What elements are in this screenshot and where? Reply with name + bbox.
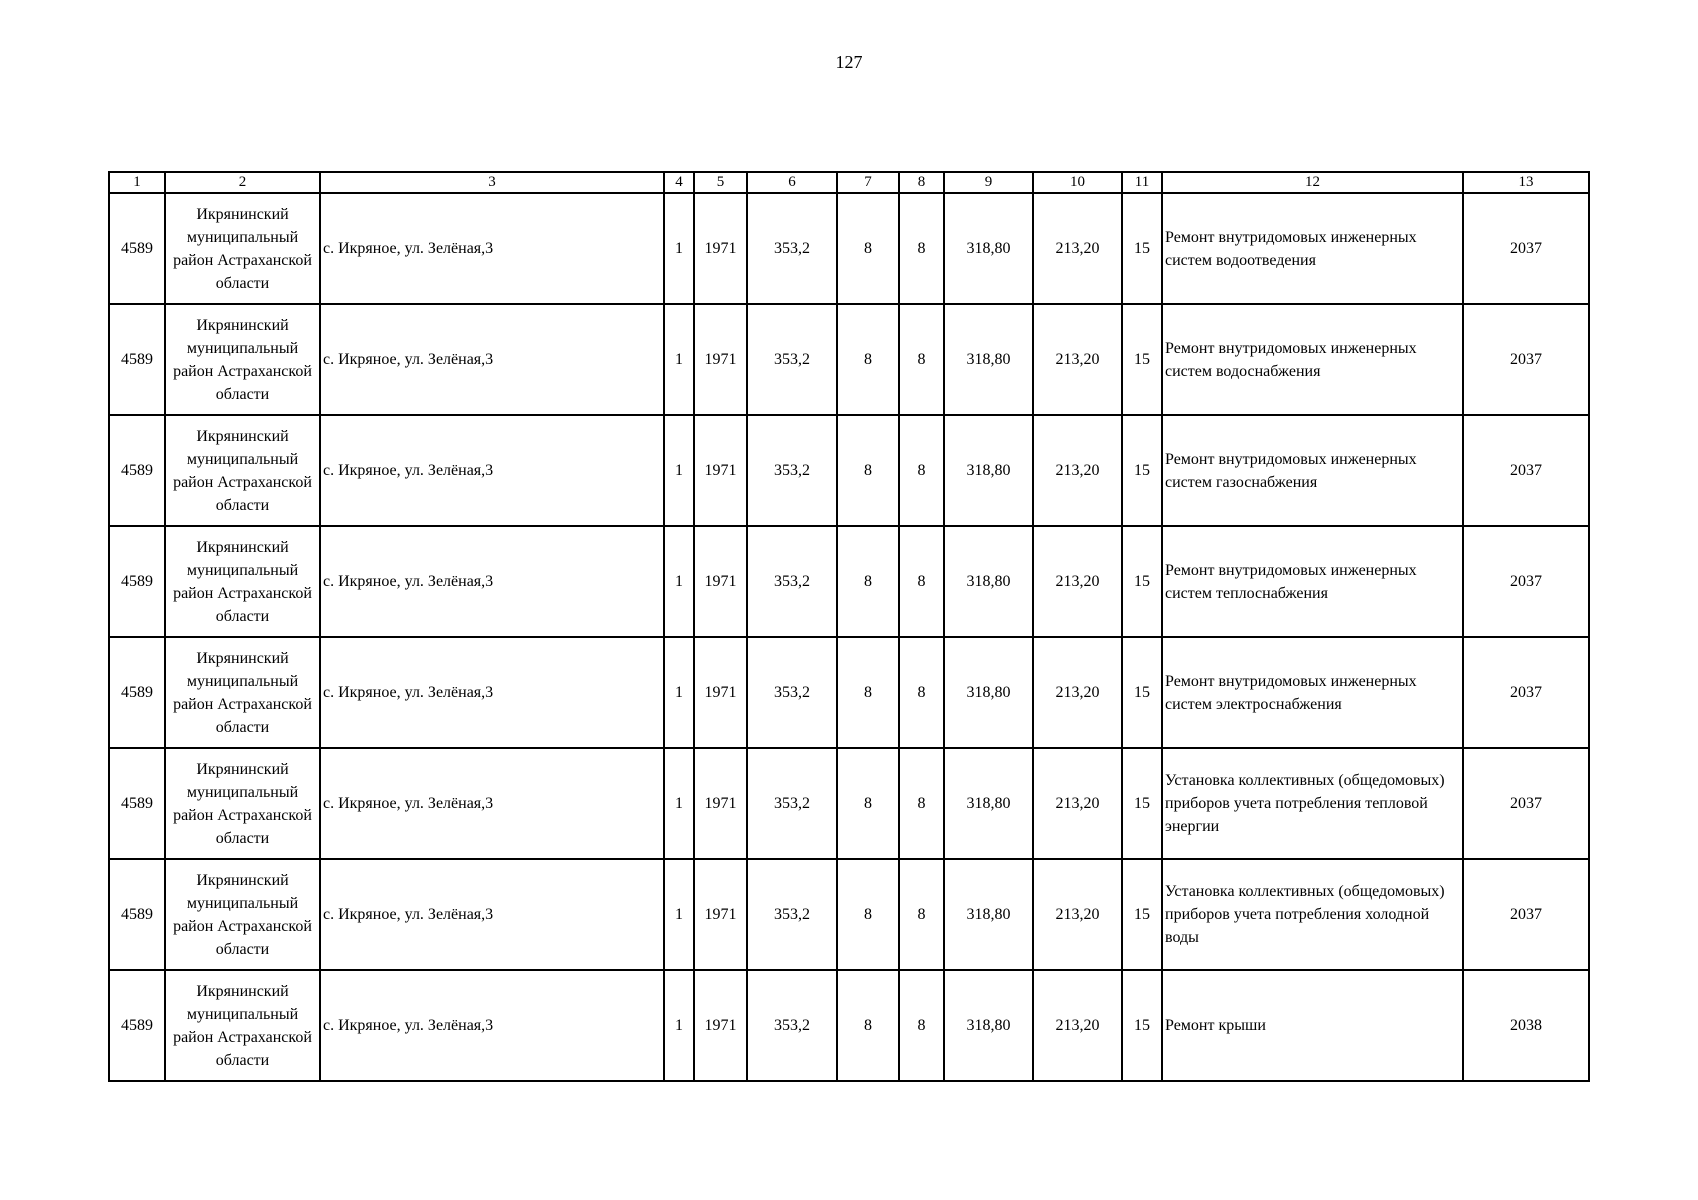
- cell-col4: 1: [664, 193, 694, 304]
- column-header: 11: [1122, 172, 1162, 193]
- table-row: [109, 859, 1589, 970]
- cell-work-type: Установка коллективных (общедомовых) приборов учета потребления холодной воды: [1162, 859, 1463, 970]
- cell-col9: 318,80: [944, 970, 1033, 1081]
- cell-municipality: Икрянинский муниципальный район Астраханской области: [165, 415, 320, 526]
- cell-address: с. Икряное, ул. Зелёная,3: [320, 415, 664, 526]
- cell-planned-year: 2037: [1463, 859, 1589, 970]
- cell-col4: 1: [664, 304, 694, 415]
- cell-area: 353,2: [747, 526, 837, 637]
- cell-address: с. Икряное, ул. Зелёная,3: [320, 193, 664, 304]
- cell-id: 4589: [109, 415, 165, 526]
- cell-col10: 213,20: [1033, 526, 1122, 637]
- cell-year: 1971: [694, 748, 747, 859]
- cell-work-type: Ремонт внутридомовых инженерных систем электроснабжения: [1162, 637, 1463, 748]
- cell-year: 1971: [694, 193, 747, 304]
- cell-col8: 8: [899, 859, 944, 970]
- cell-id: 4589: [109, 526, 165, 637]
- table-row: [109, 304, 1589, 415]
- cell-col11: 15: [1122, 304, 1162, 415]
- table-header: [109, 172, 1589, 193]
- cell-area: 353,2: [747, 748, 837, 859]
- header-row: [109, 172, 1589, 193]
- cell-area: 353,2: [747, 637, 837, 748]
- column-header: 10: [1033, 172, 1122, 193]
- cell-planned-year: 2037: [1463, 193, 1589, 304]
- cell-work-type: Ремонт внутридомовых инженерных систем теплоснабжения: [1162, 526, 1463, 637]
- cell-municipality: Икрянинский муниципальный район Астраханской области: [165, 304, 320, 415]
- cell-col7: 8: [837, 748, 899, 859]
- cell-col11: 15: [1122, 748, 1162, 859]
- cell-col9: 318,80: [944, 193, 1033, 304]
- cell-planned-year: 2038: [1463, 970, 1589, 1081]
- cell-area: 353,2: [747, 193, 837, 304]
- cell-year: 1971: [694, 970, 747, 1081]
- cell-col11: 15: [1122, 193, 1162, 304]
- cell-id: 4589: [109, 970, 165, 1081]
- table-row: [109, 193, 1589, 304]
- cell-municipality: Икрянинский муниципальный район Астраханской области: [165, 970, 320, 1081]
- cell-col10: 213,20: [1033, 193, 1122, 304]
- cell-municipality: Икрянинский муниципальный район Астраханской области: [165, 637, 320, 748]
- cell-area: 353,2: [747, 970, 837, 1081]
- column-header: 6: [747, 172, 837, 193]
- cell-work-type: Установка коллективных (общедомовых) приборов учета потребления тепловой энергии: [1162, 748, 1463, 859]
- cell-col4: 1: [664, 859, 694, 970]
- registry-table: [108, 171, 1590, 1082]
- cell-year: 1971: [694, 304, 747, 415]
- cell-col8: 8: [899, 970, 944, 1081]
- cell-col9: 318,80: [944, 859, 1033, 970]
- cell-col10: 213,20: [1033, 748, 1122, 859]
- cell-planned-year: 2037: [1463, 637, 1589, 748]
- cell-year: 1971: [694, 859, 747, 970]
- column-header: 4: [664, 172, 694, 193]
- cell-municipality: Икрянинский муниципальный район Астраханской области: [165, 526, 320, 637]
- cell-id: 4589: [109, 748, 165, 859]
- column-header: 13: [1463, 172, 1589, 193]
- cell-col10: 213,20: [1033, 637, 1122, 748]
- cell-col9: 318,80: [944, 637, 1033, 748]
- cell-municipality: Икрянинский муниципальный район Астраханской области: [165, 859, 320, 970]
- cell-planned-year: 2037: [1463, 526, 1589, 637]
- cell-address: с. Икряное, ул. Зелёная,3: [320, 859, 664, 970]
- column-header: 3: [320, 172, 664, 193]
- column-header: 2: [165, 172, 320, 193]
- cell-col7: 8: [837, 304, 899, 415]
- table-row: [109, 526, 1589, 637]
- cell-planned-year: 2037: [1463, 748, 1589, 859]
- table-row: [109, 637, 1589, 748]
- cell-planned-year: 2037: [1463, 304, 1589, 415]
- table-body: [109, 193, 1589, 1081]
- cell-col9: 318,80: [944, 304, 1033, 415]
- cell-work-type: Ремонт внутридомовых инженерных систем газоснабжения: [1162, 415, 1463, 526]
- cell-col11: 15: [1122, 859, 1162, 970]
- cell-col7: 8: [837, 859, 899, 970]
- cell-planned-year: 2037: [1463, 415, 1589, 526]
- cell-area: 353,2: [747, 415, 837, 526]
- column-header: 8: [899, 172, 944, 193]
- cell-col10: 213,20: [1033, 415, 1122, 526]
- cell-col11: 15: [1122, 970, 1162, 1081]
- cell-col7: 8: [837, 526, 899, 637]
- cell-col8: 8: [899, 526, 944, 637]
- cell-id: 4589: [109, 637, 165, 748]
- column-header: 1: [109, 172, 165, 193]
- cell-col9: 318,80: [944, 415, 1033, 526]
- column-header: 9: [944, 172, 1033, 193]
- cell-address: с. Икряное, ул. Зелёная,3: [320, 748, 664, 859]
- cell-col4: 1: [664, 748, 694, 859]
- cell-work-type: Ремонт крыши: [1162, 970, 1463, 1081]
- table-row: [109, 415, 1589, 526]
- column-header: 12: [1162, 172, 1463, 193]
- cell-col4: 1: [664, 970, 694, 1081]
- page-number: 127: [835, 52, 863, 72]
- cell-col11: 15: [1122, 637, 1162, 748]
- cell-work-type: Ремонт внутридомовых инженерных систем водоотведения: [1162, 193, 1463, 304]
- cell-address: с. Икряное, ул. Зелёная,3: [320, 304, 664, 415]
- cell-year: 1971: [694, 415, 747, 526]
- cell-municipality: Икрянинский муниципальный район Астраханской области: [165, 748, 320, 859]
- cell-id: 4589: [109, 304, 165, 415]
- cell-address: с. Икряное, ул. Зелёная,3: [320, 526, 664, 637]
- cell-col8: 8: [899, 415, 944, 526]
- cell-col4: 1: [664, 526, 694, 637]
- cell-col7: 8: [837, 415, 899, 526]
- cell-col7: 8: [837, 637, 899, 748]
- cell-area: 353,2: [747, 859, 837, 970]
- cell-col8: 8: [899, 193, 944, 304]
- cell-municipality: Икрянинский муниципальный район Астраханской области: [165, 193, 320, 304]
- cell-work-type: Ремонт внутридомовых инженерных систем водоснабжения: [1162, 304, 1463, 415]
- column-header: 7: [837, 172, 899, 193]
- cell-id: 4589: [109, 859, 165, 970]
- cell-col7: 8: [837, 193, 899, 304]
- cell-address: с. Икряное, ул. Зелёная,3: [320, 637, 664, 748]
- table-row: [109, 748, 1589, 859]
- cell-address: с. Икряное, ул. Зелёная,3: [320, 970, 664, 1081]
- cell-col11: 15: [1122, 526, 1162, 637]
- cell-col9: 318,80: [944, 526, 1033, 637]
- cell-col10: 213,20: [1033, 970, 1122, 1081]
- cell-col10: 213,20: [1033, 304, 1122, 415]
- cell-col11: 15: [1122, 415, 1162, 526]
- cell-col4: 1: [664, 415, 694, 526]
- column-header: 5: [694, 172, 747, 193]
- cell-col4: 1: [664, 637, 694, 748]
- cell-year: 1971: [694, 637, 747, 748]
- cell-col7: 8: [837, 970, 899, 1081]
- cell-col9: 318,80: [944, 748, 1033, 859]
- cell-year: 1971: [694, 526, 747, 637]
- cell-area: 353,2: [747, 304, 837, 415]
- cell-col8: 8: [899, 637, 944, 748]
- cell-col10: 213,20: [1033, 859, 1122, 970]
- cell-col8: 8: [899, 304, 944, 415]
- cell-col8: 8: [899, 748, 944, 859]
- table-row: [109, 970, 1589, 1081]
- cell-id: 4589: [109, 193, 165, 304]
